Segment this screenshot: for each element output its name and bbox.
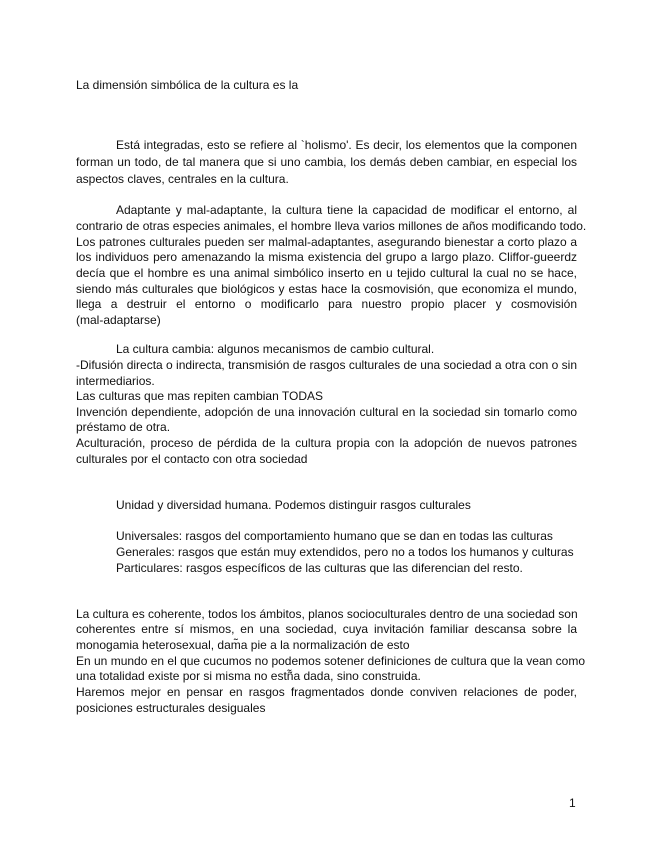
list-item: Particulares: rasgos específicos de las culturas que las diferencian del resto. [116,561,523,575]
paragraph-line: monogamia heterosexual, dam̃a pie a la normalización de esto [76,638,410,652]
paragraph-line: (mal-adaptarse) [76,313,161,327]
paragraph-line: Los patrones culturales pueden ser malmal-adaptantes, asegurando bienestar a corto plazo a [76,235,577,249]
list-item: Universales: rasgos del comportamiento humano que se dan en todas las culturas [116,529,553,543]
list-item: Generales: rasgos que están muy extendidos, pero no a todos los humanos y culturas [116,545,574,559]
paragraph-line: siendo más culturales que biológicos y estas hace la cosmovisión, que economiza el mundo, [76,282,577,296]
paragraph-line: posiciones estructurales desiguales [76,701,266,715]
paragraph-line: decía que el hombre es una animal simbólico inserto en u tejido cultural la cual no se hace, [76,266,577,280]
paragraph-line: coherentes entre sí mismos, en una sociedad, cuya invitación familiar descansa sobre la [76,622,577,636]
paragraph-line: Adaptante y mal-adaptante, la cultura tiene la capacidad de modificar el entorno, al [116,203,577,217]
paragraph-line: En un mundo en el que cucumos no podemos sotener definiciones de cultura que la vean como [76,654,585,668]
paragraph-line: -Difusión directa o indirecta, transmisión de rasgos culturales de una sociedad a otra con o sin [76,358,577,372]
paragraph-line: Está integradas, esto se refiere al `holismo'. Es decir, los elementos que la componen [116,138,577,152]
paragraph-line: Las culturas que mas repiten cambian TODAS [76,389,324,403]
paragraph-line: contrario de otras especies animales, el hombre lleva varios millones de años modificando todo. [76,219,587,233]
paragraph-line: intermediarios. [76,374,155,388]
paragraph-line: Aculturación, proceso de pérdida de la cultura propia con la adopción de nuevos patrones [76,436,577,450]
page-number: 1 [569,796,576,810]
paragraph-line: Unidad y diversidad humana. Podemos distinguir rasgos culturales [116,498,471,512]
paragraph-line: Invención dependiente, adopción de una innovación cultural en la sociedad sin tomarlo como [76,405,577,419]
paragraph-line: La cultura es coherente, todos los ámbitos, planos socioculturales dentro de una sociedad son [76,607,578,621]
document-title: La dimensión simbólica de la cultura es la [76,78,299,92]
paragraph-line: aspectos claves, centrales en la cultura. [76,172,289,186]
paragraph-line: forman un todo, de tal manera que si uno cambia, los demás deben cambiar, en especial los [76,155,577,169]
paragraph-line: culturales por el contacto con otra sociedad [76,452,308,466]
paragraph-line: los individuos pero amenazando la misma existencia del grupo a largo plazo. Cliffor-gueerdz [76,250,577,264]
paragraph-line: Haremos mejor en pensar en rasgos fragmentados donde conviven relaciones de poder, [76,685,577,699]
paragraph-line: La cultura cambia: algunos mecanismos de cambio cultural. [116,342,435,356]
paragraph-line: llega a destruir el entorno o modificarlo para nuestro propio placer y cosmovisión [76,297,577,311]
paragraph-line: préstamo de otra. [76,420,171,434]
paragraph-line: una totalidad existe por si misma no estñ̃a dada, sino construida. [76,669,421,683]
